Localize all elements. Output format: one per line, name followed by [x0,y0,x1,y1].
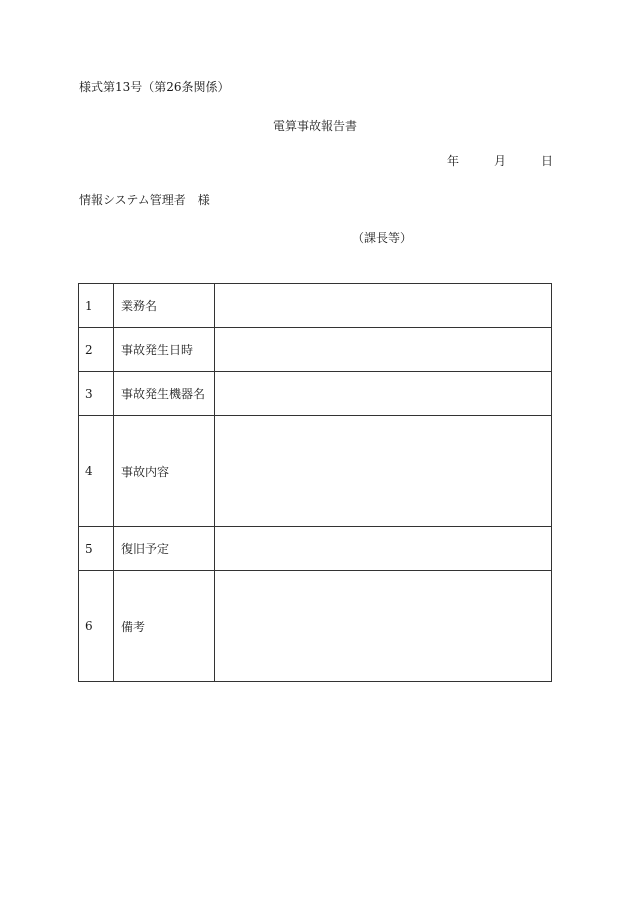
row-value[interactable] [215,328,552,372]
row-number: 5 [79,527,114,571]
table-row [79,372,552,416]
date-year-label: 年 [447,154,460,168]
form-number: 様式第13号（第26条関係） [79,80,230,94]
sender-title: （課長等） [352,231,413,245]
row-value[interactable] [215,284,552,328]
table-row [79,284,552,328]
row-label: 業務名 [114,284,215,328]
row-label: 備考 [114,571,215,682]
report-table [78,283,552,682]
row-label: 復旧予定 [114,527,215,571]
row-number: 6 [79,571,114,682]
row-number: 4 [79,416,114,527]
addressee: 情報システム管理者 様 [79,193,210,207]
date-day-label: 日 [541,154,554,168]
row-label: 事故発生日時 [114,328,215,372]
row-value[interactable] [215,527,552,571]
table-row [79,527,552,571]
row-number: 1 [79,284,114,328]
table-row [79,328,552,372]
row-number: 2 [79,328,114,372]
row-value[interactable] [215,571,552,682]
table-row [79,571,552,682]
date-month-label: 月 [494,154,507,168]
row-label: 事故発生機器名 [114,372,215,416]
row-number: 3 [79,372,114,416]
row-value[interactable] [215,416,552,527]
row-value[interactable] [215,372,552,416]
row-label: 事故内容 [114,416,215,527]
table-row [79,416,552,527]
document-title: 電算事故報告書 [272,119,357,133]
